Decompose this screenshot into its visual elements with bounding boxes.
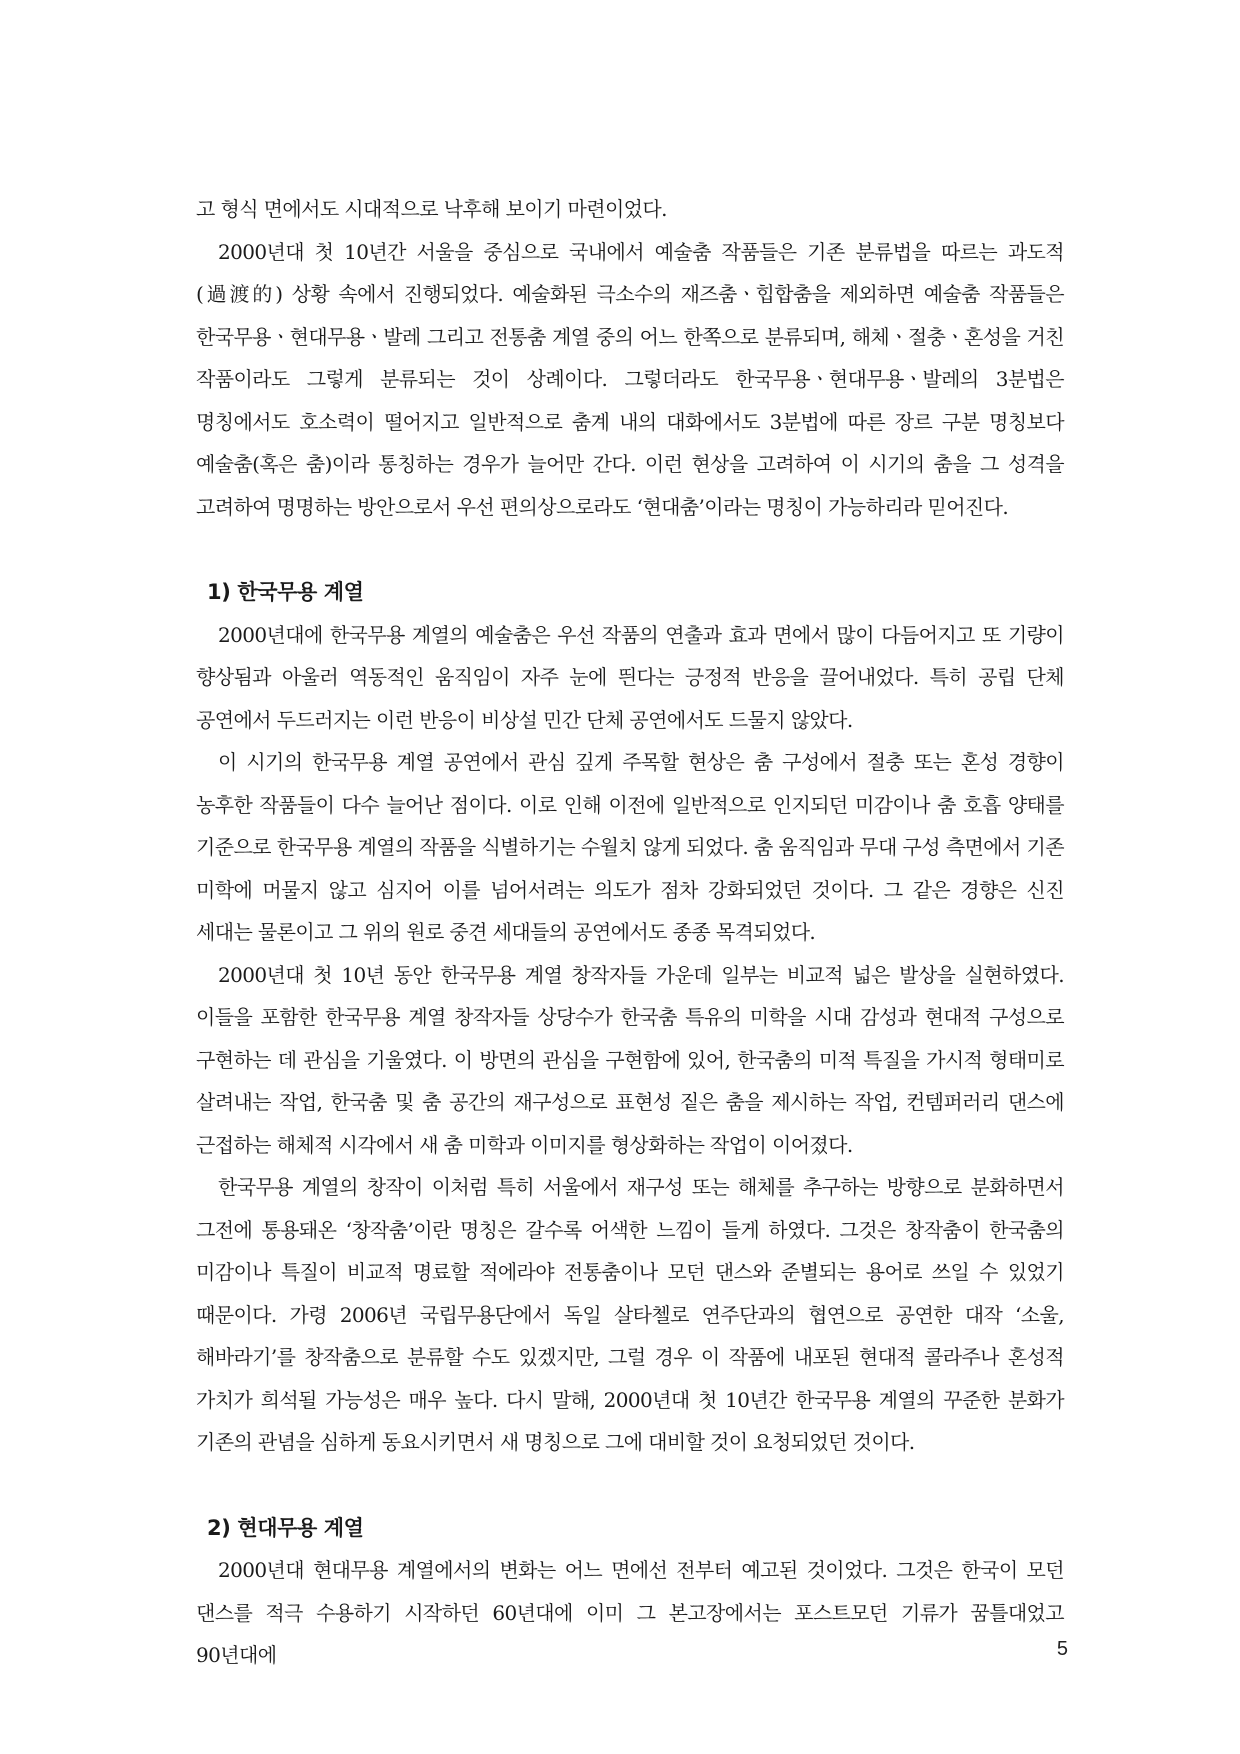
section-heading: 2) 현대무용 계열 [207,1515,364,1540]
page-content [196,188,1064,1677]
paragraph: 2000년대에 한국무용 계열의 예술춤은 우선 작품의 연출과 효과 면에서 많이 다듬어지고 또 기량이 향상됨과 아울러 역동적인 움직임이 자주 눈에 띈다는 긍정적 반응을 끌어내었다. 특히 공립 단체 공연에서 두드러지는 이런 반응이 비상설 민간 단체 공연에서도 드물지 않았다. [196,622,1064,732]
paragraph: 2000년대 첫 10년간 서울을 중심으로 국내에서 예술춤 작품들은 기존 분류법을 따르는 과도적(過渡的) 상황 속에서 진행되었다. 예술화된 극소수의 재즈춤ㆍ힙합춤을 제외하면 예술춤 작품들은 한국무용ㆍ현대무용ㆍ발레 그리고 전통춤 계열 중의 어느 한쪽으로 분류되며, 해체ㆍ절충ㆍ혼성을 거친 작품이라도 그렇게 분류되는 것이 상례이다. 그렇더라도 한국무용ㆍ현대무용ㆍ발레의 3분법은 명칭에서도 호소력이 떨어지고 일반적으로 춤계 내의 대화에서도 3분법에 따른 장르 구분 명칭보다 예술춤(혹은 춤)이라 통칭하는 경우가 늘어만 간다. 이런 현상을 고려하여 이 시기의 춤을 그 성격을 고려하여 명명하는 방안으로서 우선 편의상으로라도 ‘현대춤’이라는 명칭이 가능하리라 믿어진다. [196,239,1064,519]
paragraph: 2000년대 첫 10년 동안 한국무용 계열 창작자들 가운데 일부는 비교적 넓은 발상을 실현하였다. 이들을 포함한 한국무용 계열 창작자들 상당수가 한국춤 특유의 미학을 시대 감성과 현대적 구성으로 구현하는 데 관심을 기울였다. 이 방면의 관심을 구현함에 있어, 한국춤의 미적 특질을 가시적 형태미로 살려내는 작업, 한국춤 및 춤 공간의 재구성으로 표현성 짙은 춤을 제시하는 작업, 컨템퍼러리 댄스에 근접하는 해체적 시각에서 새 춤 미학과 이미지를 형상화하는 작업이 이어졌다. [196,962,1064,1157]
paragraph: 고 형식 면에서도 시대적으로 낙후해 보이기 마련이었다. [196,197,667,221]
paragraph: 이 시기의 한국무용 계열 공연에서 관심 깊게 주목할 현상은 춤 구성에서 절충 또는 혼성 경향이 농후한 작품들이 다수 늘어난 점이다. 이로 인해 이전에 일반적으로 인지되던 미감이나 춤 호흡 양태를 기준으로 한국무용 계열의 작품을 식별하기는 수월치 않게 되었다. 춤 움직임과 무대 구성 측면에서 기존 미학에 머물지 않고 심지어 이를 넘어서려는 의도가 점차 강화되었던 것이다. 그 같은 경향은 신진 세대는 물론이고 그 위의 원로 중견 세대들의 공연에서도 종종 목격되었다. [196,750,1064,944]
paragraph: 2000년대 현대무용 계열에서의 변화는 어느 면에선 전부터 예고된 것이었다. 그것은 한국이 모던 댄스를 적극 수용하기 시작하던 60년대에 이미 그 본고장에서는 포스트모던 기류가 꿈틀대었고 90년대에 [196,1558,1064,1667]
paragraph: 한국무용 계열의 창작이 이처럼 특히 서울에서 재구성 또는 해체를 추구하는 방향으로 분화하면서 그전에 통용돼온 ‘창작춤’이란 명칭은 갈수록 어색한 느낌이 들게 하였다. 그것은 창작춤이 한국춤의 미감이나 특질이 비교적 명료할 적에라야 전통춤이나 모던 댄스와 준별되는 용어로 쓰일 수 있었기 때문이다. 가령 2006년 국립무용단에서 독일 살타첼로 연주단과의 협연으로 공연한 대작 ‘소울, 해바라기’를 창작춤으로 분류할 수도 있겠지만, 그럴 경우 이 작품에 내포된 현대적 콜라주나 혼성적 가치가 희석될 가능성은 매우 높다. 다시 말해, 2000년대 첫 10년간 한국무용 계열의 꾸준한 분화가 기존의 관념을 심하게 동요시키면서 새 명칭으로 그에 대비할 것이 요청되었던 것이다. [196,1175,1064,1454]
section-heading: 1) 한국무용 계열 [207,580,364,604]
page-number: 5 [1056,1638,1068,1660]
